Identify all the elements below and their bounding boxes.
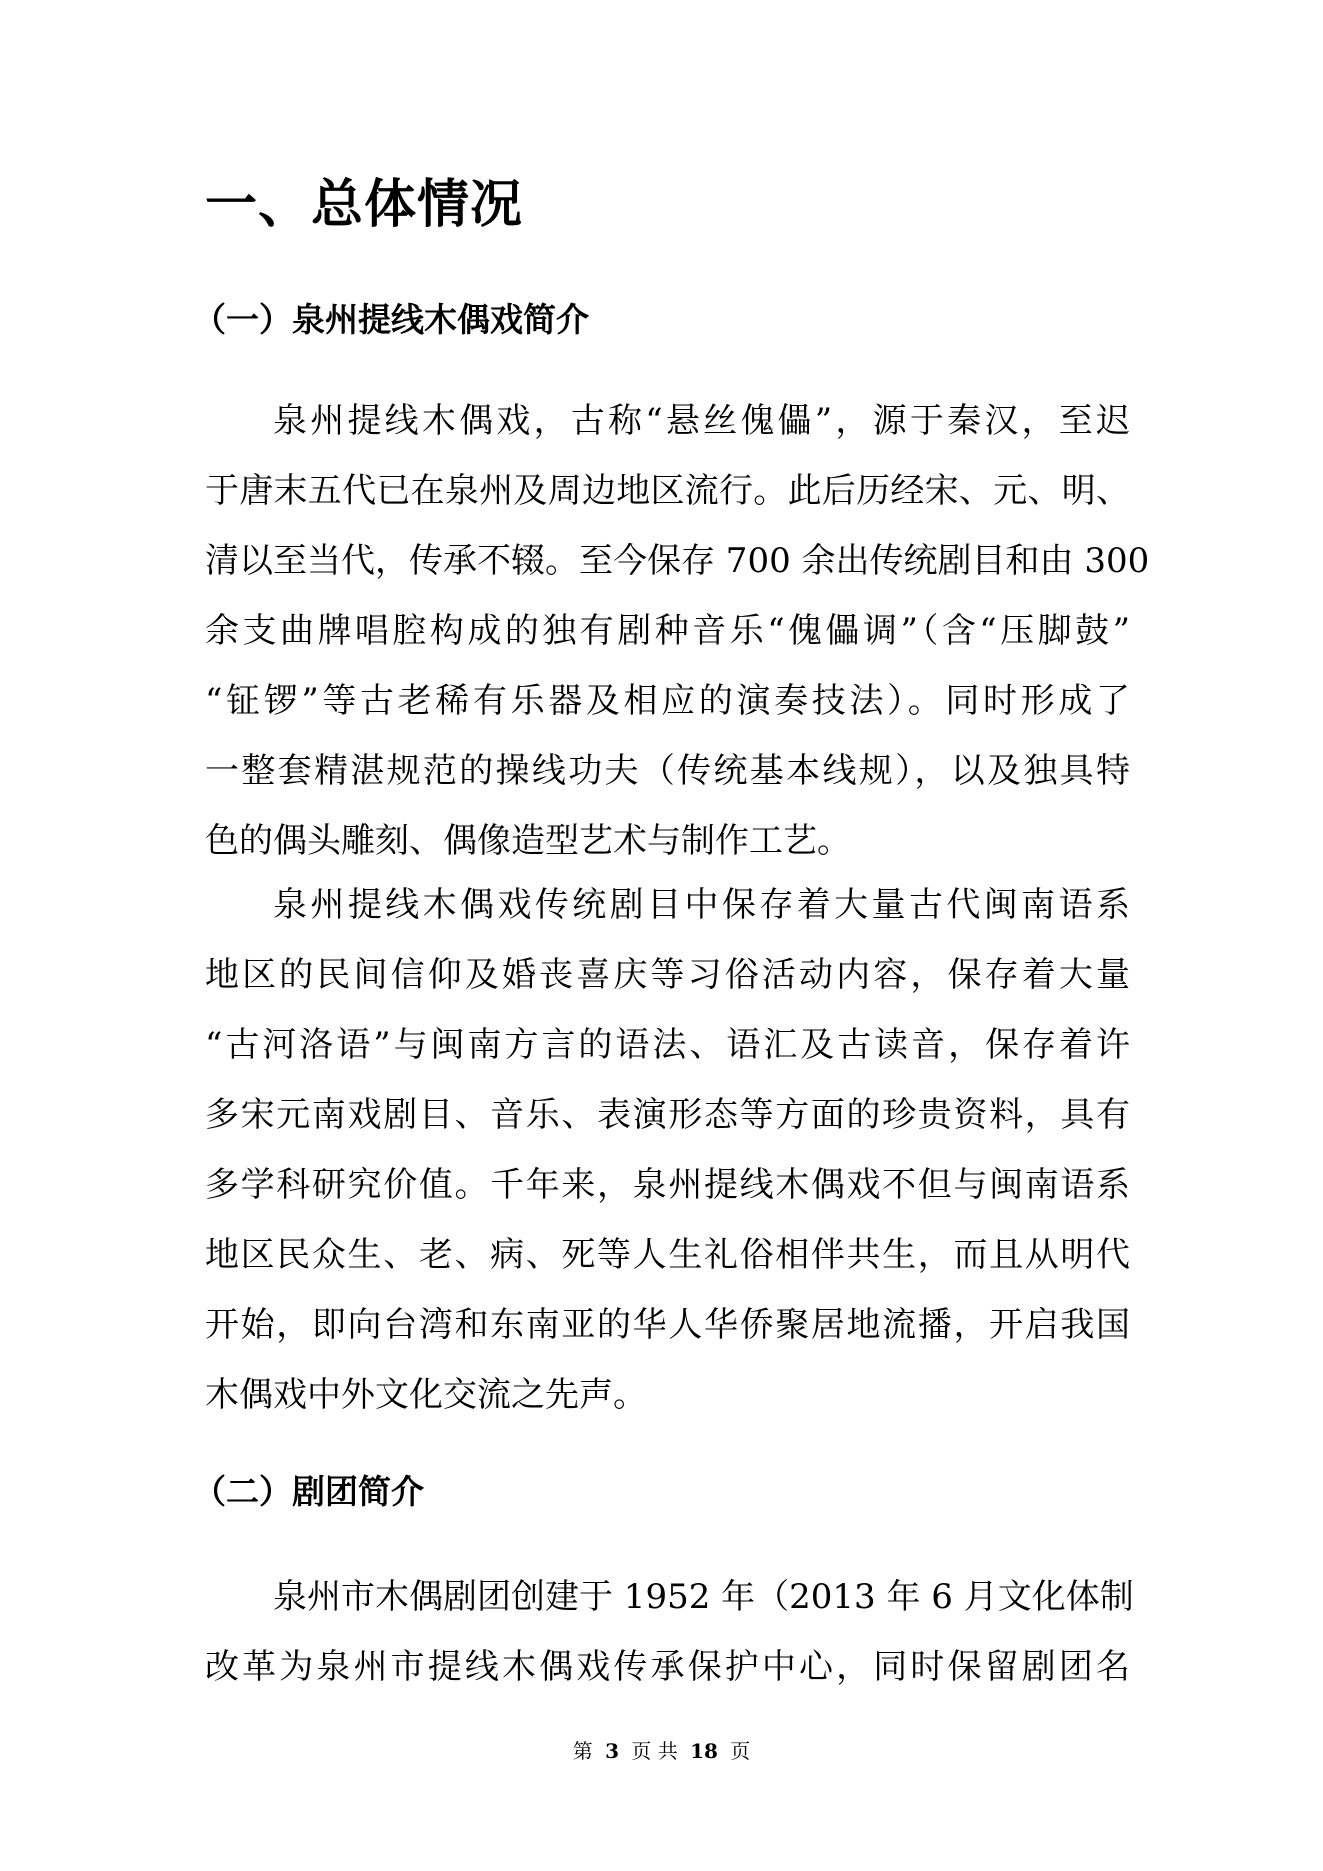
paragraph-line: 地区的民间信仰及婚丧喜庆等习俗活动内容，保存着大量 bbox=[205, 955, 1130, 995]
footer-middle: 页 共 bbox=[631, 1739, 678, 1763]
paragraph-line: “钲锣”等古老稀有乐器及相应的演奏技法）。同时形成了 bbox=[205, 681, 1130, 721]
footer-current-page: 3 bbox=[605, 1739, 619, 1763]
section-heading: 一、总体情况 bbox=[205, 175, 524, 235]
paragraph-line: 泉州提线木偶戏，古称“悬丝傀儡”，源于秦汉，至迟 bbox=[273, 401, 1130, 441]
paragraph-3 bbox=[205, 1562, 1134, 1702]
paragraph-line: 改革为泉州市提线木偶戏传承保护中心，同时保留剧团名 bbox=[205, 1647, 1130, 1687]
paragraph-line: 余支曲牌唱腔构成的独有剧种音乐“傀儡调”（含“压脚鼓” bbox=[205, 611, 1130, 651]
footer-suffix: 页 bbox=[730, 1739, 751, 1763]
subsection-title-1: （一）泉州提线木偶戏简介 bbox=[193, 300, 589, 339]
paragraph-line: 泉州市木偶剧团创建于 1952 年（2013 年 6 月文化体制 bbox=[273, 1577, 1134, 1617]
paragraph-line: 多学科研究价值。千年来，泉州提线木偶戏不但与闽南语系 bbox=[205, 1165, 1130, 1205]
page-footer bbox=[0, 1737, 1323, 1765]
footer-prefix: 第 bbox=[572, 1739, 593, 1763]
paragraph-line: 泉州提线木偶戏传统剧目中保存着大量古代闽南语系 bbox=[273, 885, 1130, 925]
paragraph-line: 地区民众生、老、病、死等人生礼俗相伴共生，而且从明代 bbox=[205, 1235, 1130, 1275]
paragraph-line: 一整套精湛规范的操线功夫（传统基本线规），以及独具特 bbox=[205, 751, 1130, 791]
paragraph-line: 多宋元南戏剧目、音乐、表演形态等方面的珍贵资料，具有 bbox=[205, 1095, 1130, 1135]
paragraph-line: “古河洛语”与闽南方言的语法、语汇及古读音，保存着许 bbox=[205, 1025, 1130, 1065]
paragraph-1 bbox=[205, 386, 1150, 876]
subsection-title-2: （二）剧团简介 bbox=[193, 1472, 424, 1511]
paragraph-line: 清以至当代，传承不辍。至今保存 700 余出传统剧目和由 300 bbox=[205, 541, 1150, 581]
paragraph-line: 于唐末五代已在泉州及周边地区流行。此后历经宋、元、明、 bbox=[205, 471, 1130, 511]
paragraph-line: 开始，即向台湾和东南亚的华人华侨聚居地流播，开启我国 bbox=[205, 1305, 1130, 1345]
paragraph-line: 色的偶头雕刻、偶像造型艺术与制作工艺。 bbox=[205, 821, 851, 861]
paragraph-line: 木偶戏中外文化交流之先声。 bbox=[205, 1375, 647, 1415]
footer-total-pages: 18 bbox=[690, 1739, 718, 1763]
paragraph-2 bbox=[205, 870, 1130, 1430]
